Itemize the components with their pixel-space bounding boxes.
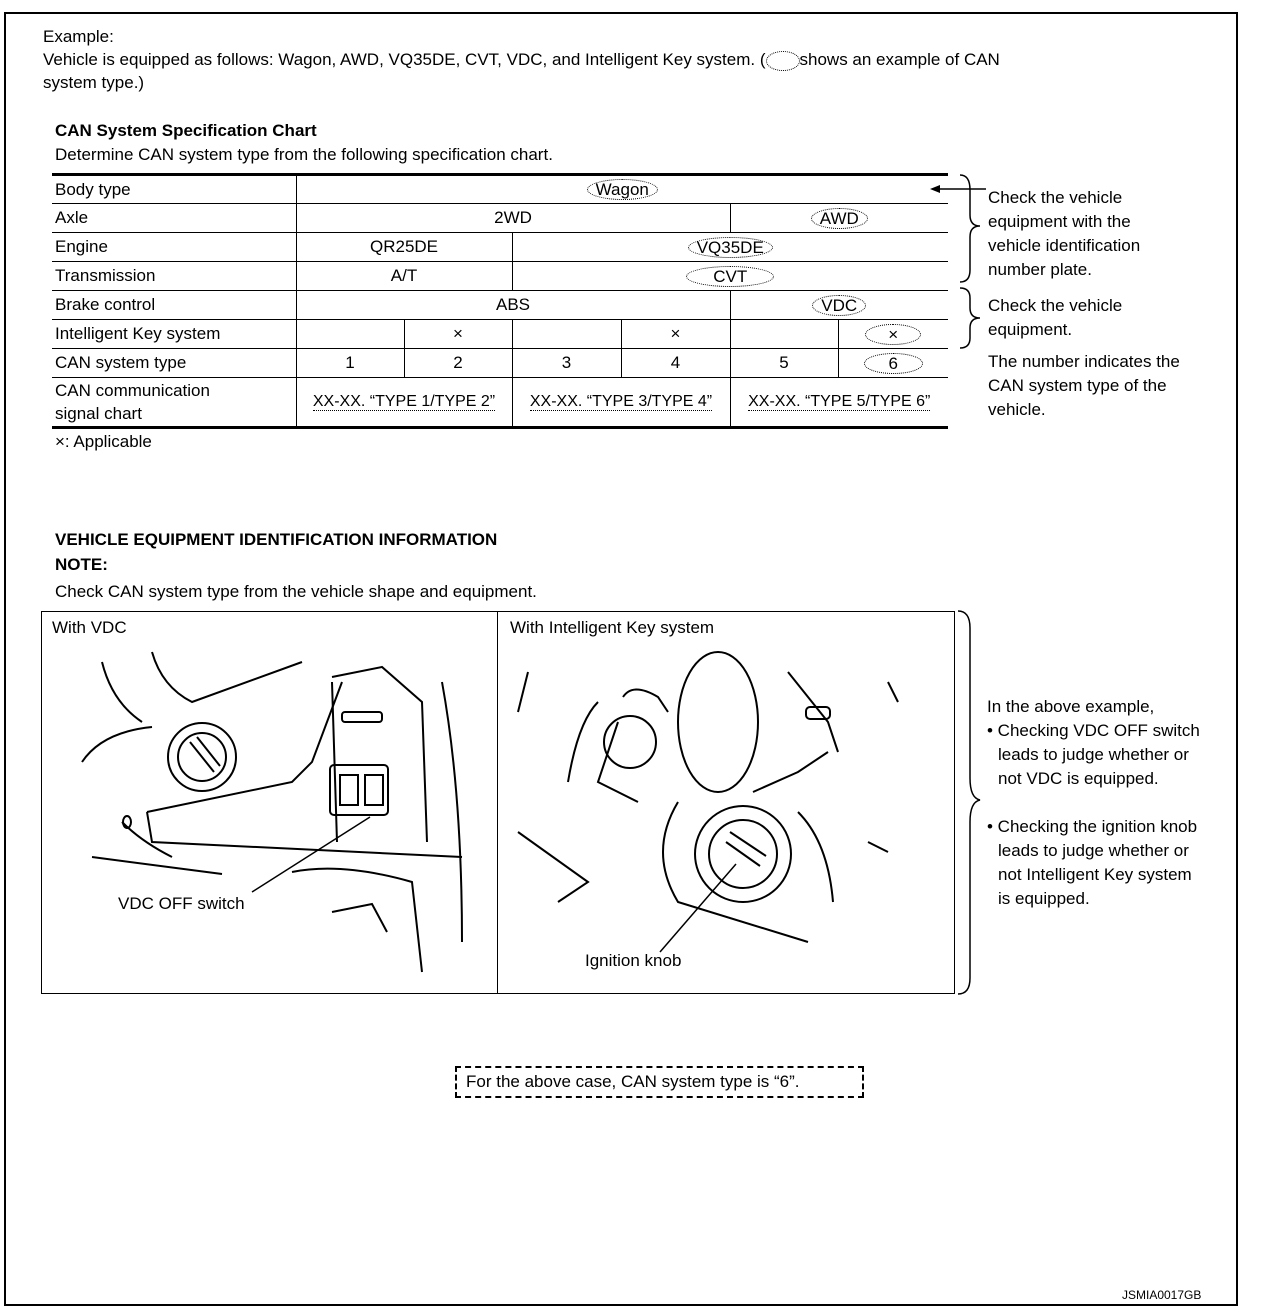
explanation-text: In the above example, • Checking VDC OFF switch leads to judge whether or not VDC is equipped. • Checking the ignition knob leads to judge whether or not Intelligent Key system is equipped.: [987, 697, 1200, 908]
callout-vdc-off-switch: VDC OFF switch: [118, 894, 245, 913]
ikey-mark-1: [296, 320, 404, 349]
brace-equipment: [960, 288, 980, 348]
can-type-1: 1: [296, 349, 404, 378]
body-type-value: Wagon: [587, 179, 658, 200]
row-label: CAN system type: [52, 349, 296, 378]
arrow-to-note: [928, 183, 988, 195]
row-transmission: [52, 262, 948, 291]
row-label-line-2: signal chart: [55, 404, 142, 423]
can-type-4: 4: [621, 349, 730, 378]
axle-awd: AWD: [811, 208, 868, 229]
row-engine: [52, 233, 948, 262]
can-type-3: 3: [512, 349, 621, 378]
example-line-1: [43, 50, 1000, 71]
signal-chart-link-type5-6[interactable]: XX-XX. “TYPE 5/TYPE 6”: [748, 393, 931, 410]
row-intelligent-key: [52, 320, 948, 349]
transmission-cvt: CVT: [686, 266, 774, 287]
row-label: Intelligent Key system: [52, 320, 296, 349]
leader-vdc: [252, 817, 370, 892]
row-can-system-type: [52, 349, 948, 378]
chart-title: CAN System Specification Chart: [55, 121, 317, 140]
example-text-a: Vehicle is equipped as follows: Wagon, AWD, VQ35DE, CVT, VDC, and Intelligent Key system. (: [43, 50, 766, 69]
brake-vdc: VDC: [812, 295, 866, 316]
callout-ignition-knob: Ignition knob: [585, 951, 682, 970]
example-text-b: shows an example of CAN: [799, 50, 1000, 69]
ignition-knob-illustration: [498, 642, 954, 992]
panel-right-title: With Intelligent Key system: [510, 618, 715, 637]
can-type-5: 5: [730, 349, 838, 378]
row-label: Axle: [52, 204, 296, 233]
row-brake-control: [52, 291, 948, 320]
engine-qr25de: QR25DE: [296, 233, 512, 262]
oval-example-icon: [766, 51, 800, 71]
ikey-mark-3: [512, 320, 621, 349]
can-type-2: 2: [404, 349, 512, 378]
row-label: Body type: [52, 175, 296, 204]
can-spec-table: [52, 173, 948, 429]
signal-chart-link-type3-4[interactable]: XX-XX. “TYPE 3/TYPE 4”: [529, 393, 713, 410]
row-signal-chart: [52, 378, 948, 428]
identification-heading: VEHICLE EQUIPMENT IDENTIFICATION INFORMATION: [55, 530, 498, 549]
row-label: Brake control: [52, 291, 296, 320]
chart-subtitle: Determine CAN system type from the following specification chart.: [55, 145, 553, 164]
row-label-line-1: CAN communication: [55, 381, 210, 400]
row-label: Engine: [52, 233, 296, 262]
row-body-type: [52, 175, 948, 204]
example-heading: Example:: [43, 27, 114, 46]
figure-id: JSMIA0017GB: [1122, 1288, 1202, 1302]
ikey-mark-4: ×: [621, 320, 730, 349]
transmission-at: A/T: [296, 262, 512, 291]
conclusion-box: For the above case, CAN system type is “6”.: [455, 1066, 864, 1098]
row-axle: [52, 204, 948, 233]
note-label: NOTE:: [55, 555, 108, 574]
signal-chart-link-type1-2[interactable]: XX-XX. “TYPE 1/TYPE 2”: [312, 393, 496, 410]
ikey-mark-5: [730, 320, 838, 349]
can-type-6: 6: [864, 353, 923, 374]
note-text: Check CAN system type from the vehicle shape and equipment.: [55, 582, 537, 601]
row-label: Transmission: [52, 262, 296, 291]
ikey-mark-6: ×: [865, 324, 921, 345]
note-system-number: The number indicates the CAN system type of the vehicle.: [988, 352, 1180, 419]
chart-legend: ×: Applicable: [55, 432, 152, 451]
ikey-mark-2: ×: [404, 320, 512, 349]
illustration-brace: [955, 608, 985, 998]
illustration-box: [41, 611, 955, 994]
leader-ignition: [660, 864, 736, 952]
explanation-intro: In the above example,: [987, 697, 1155, 716]
engine-vq35de: VQ35DE: [688, 237, 773, 258]
panel-left-title: With VDC: [52, 618, 127, 637]
brake-abs: ABS: [296, 291, 730, 320]
axle-2wd: 2WD: [296, 204, 730, 233]
vdc-switch-illustration: [42, 642, 496, 992]
note-equipment: Check the vehicle equipment.: [988, 296, 1123, 339]
note-vehicle-plate: Check the vehicle equipment with the vehicle identification number plate.: [988, 188, 1141, 279]
example-line-2: system type.): [43, 73, 145, 92]
